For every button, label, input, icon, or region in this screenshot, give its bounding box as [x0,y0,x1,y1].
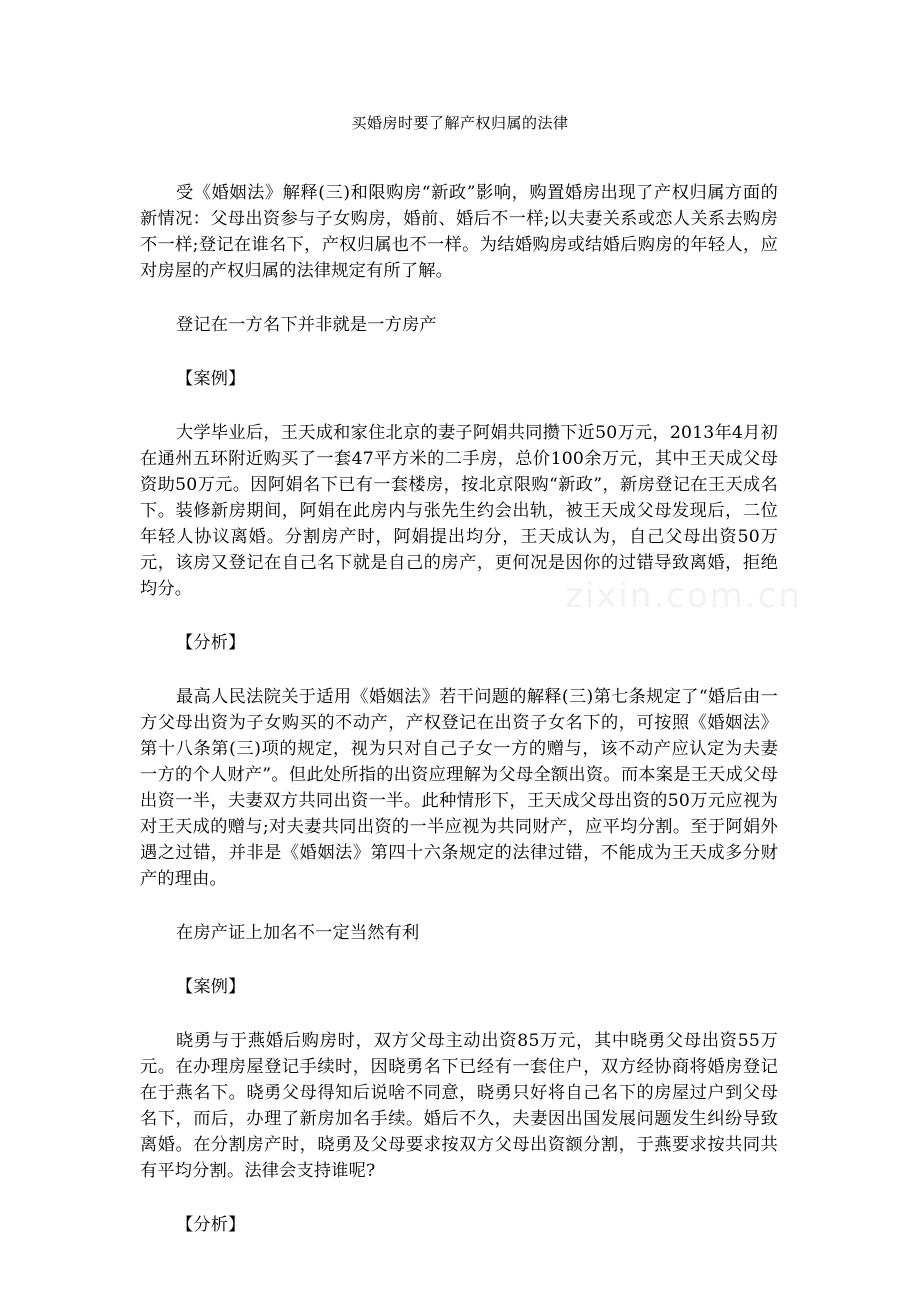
analysis-label-1: 【分析】 [176,633,246,653]
section-heading-1: 登记在一方名下并非就是一方房产 [176,315,437,335]
section-heading-2: 在房产证上加名不一定当然有利 [176,923,420,943]
case-paragraph-2: 晓勇与于燕婚后购房时，双方父母主动出资85万元，其中晓勇父母出资55万元。在办理房屋登记手续时，因晓勇名下已经有一套住户，双方经协商将婚房登记在于燕名下。晓勇父母得知后说啥不同意，晓勇只好将自己名下的房屋过户到父母名下，而后，办理了新房加名手续。婚后不久，夫妻因出国发展问题发生纠纷导致离婚。在分割房产时，晓勇及父母要求按双方父母出资额分割，于燕要求按共同共有平均分割。法律会支持谁呢? [140,1031,778,1181]
case-label-1: 【案例】 [176,369,246,389]
document-body [140,180,778,1238]
analysis-paragraph-1: 最高人民法院关于适用《婚姻法》若干问题的解释(三)第七条规定了“婚后由一方父母出资为子女购买的不动产，产权登记在出资子女名下的，可按照《婚姻法》第十八条第(三)项的规定，视为只对自己子女一方的赠与，该不动产应认定为夫妻一方的个人财产”。但此处所指的出资应理解为父母全额出资。而本案是王天成父母出资一半，夫妻双方共同出资一半。此种情形下，王天成父母出资的50万元应视为对王天成的赠与;对夫妻共同出资的一半应视为共同财产，应平均分割。至于阿娟外遇之过错，并非是《婚姻法》第四十六条规定的法律过错，不能成为王天成多分财产的理由。 [140,687,778,889]
intro-paragraph: 受《婚姻法》解释(三)和限购房“新政”影响，购置婚房出现了产权归属方面的新情况：父母出资参与子女购房，婚前、婚后不一样;以夫妻关系或恋人关系去购房不一样;登记在谁名下，产权归属也不一样。为结婚购房或结婚后购房的年轻人，应对房屋的产权归属的法律规定有所了解。 [140,183,778,281]
case-label-2: 【案例】 [176,977,246,997]
document-title: 买婚房时要了解产权归属的法律 [351,114,569,132]
case-paragraph-1: 大学毕业后，王天成和家住北京的妻子阿娟共同攒下近50万元，2013年4月初在通州五环附近购买了一套47平方米的二手房，总价100余万元，其中王天成父母资助50万元。因阿娟名下已有一套楼房，按北京限购“新政”，新房登记在王天成名下。装修新房期间，阿娟在此房内与张先生约会出轨，被王天成父母发现后，二位年轻人协议离婚。分割房产时，阿娟提出均分，王天成认为，自己父母出资50万元，该房又登记在自己名下就是自己的房产，更何况是因你的过错导致离婚，拒绝均分。 [140,423,778,599]
analysis-label-2: 【分析】 [176,1215,246,1235]
watermark: zixin.com.cn [565,576,802,616]
